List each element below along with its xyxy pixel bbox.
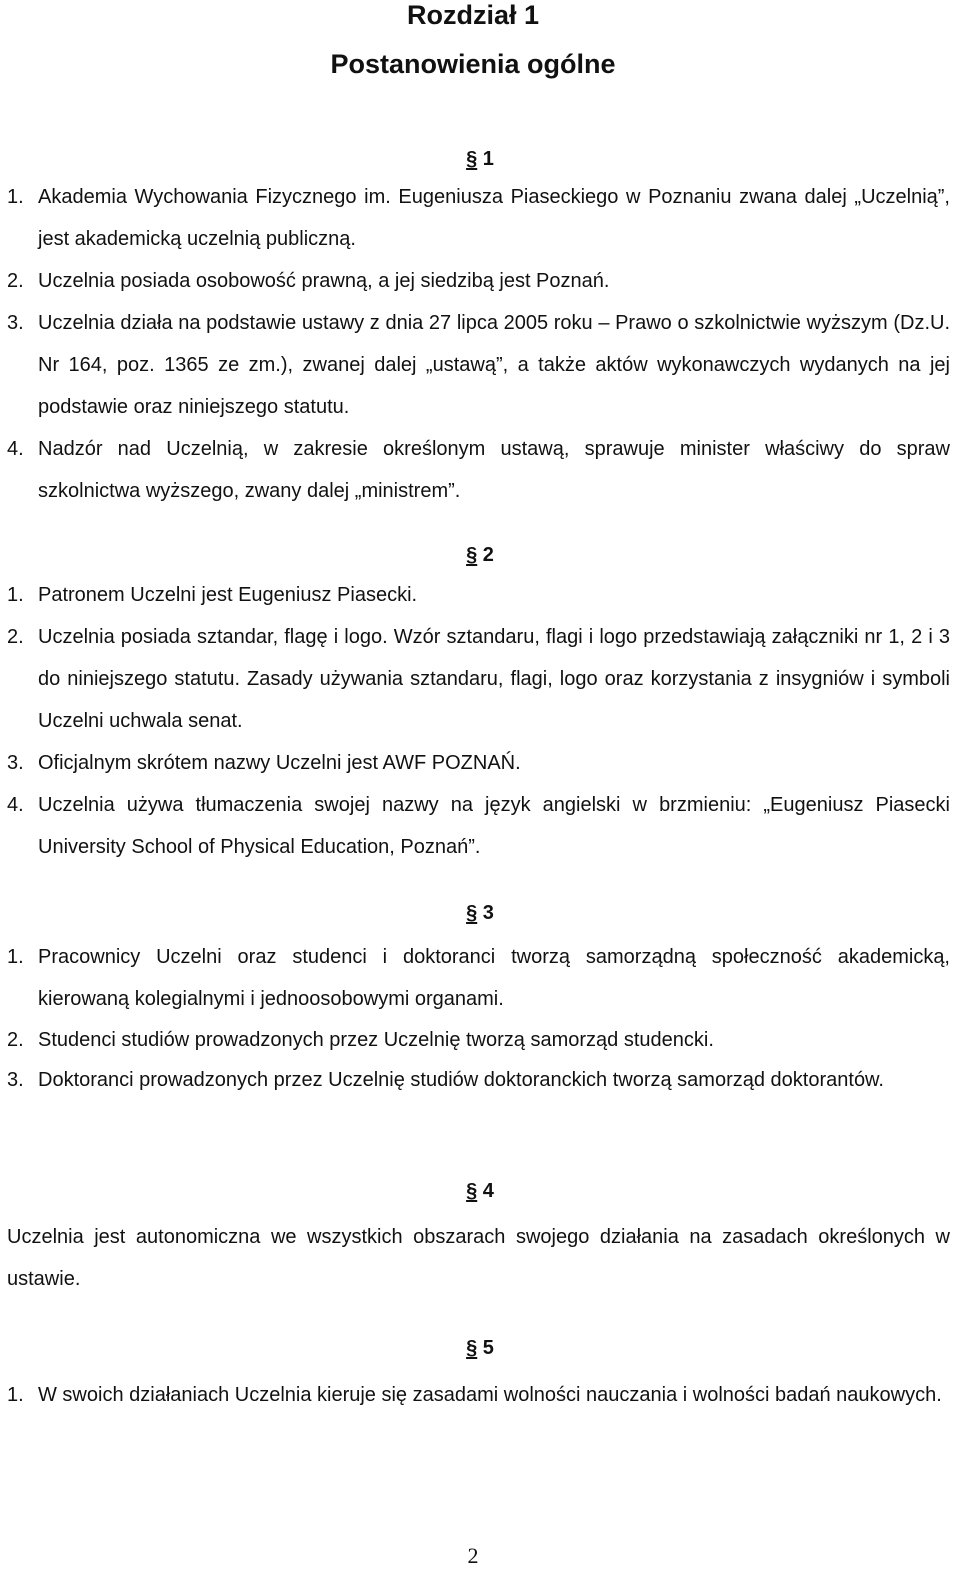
paragraph-symbol: §	[466, 1180, 478, 1202]
paragraph-symbol: §	[466, 148, 478, 170]
section-3-item-3	[7, 1059, 950, 1101]
item-number: 2.	[7, 270, 24, 292]
item-number: 2.	[7, 626, 24, 648]
item-number: 3.	[7, 752, 24, 774]
section-number: 5	[482, 1337, 494, 1359]
section-2-item-1	[7, 574, 950, 616]
section-heading-1	[0, 146, 960, 172]
item-text: Oficjalnym skrótem nazwy Uczelni jest AWF POZNAŃ.	[38, 752, 521, 774]
section-2-item-2	[7, 616, 950, 742]
section-number: 1	[482, 148, 494, 170]
page-number: 2	[467, 1543, 479, 1568]
paragraph-symbol: §	[466, 544, 478, 566]
section-3-item-1	[7, 936, 950, 1020]
section-1-item-4	[7, 428, 950, 512]
item-text: Uczelnia posiada osobowość prawną, a jej siedzibą jest Poznań.	[38, 270, 610, 292]
section-heading-5	[0, 1335, 960, 1361]
section-heading-4	[0, 1178, 960, 1204]
item-number: 1.	[7, 584, 24, 606]
item-number: 1.	[7, 186, 24, 208]
item-number: 1.	[7, 1384, 24, 1406]
paragraph-symbol: §	[466, 1337, 478, 1359]
item-text: W swoich działaniach Uczelnia kieruje się zasadami wolności nauczania i wolności badań naukowych.	[38, 1384, 942, 1406]
item-text: Patronem Uczelni jest Eugeniusz Piasecki.	[38, 584, 418, 606]
section-number: 4	[482, 1180, 494, 1202]
chapter-title: Rozdział 1	[406, 0, 540, 30]
item-text: Pracownicy Uczelni oraz studenci i doktoranci tworzą samorządną społeczność akademicką, kierowaną kolegialnymi i jednoosobowymi organami.	[38, 946, 950, 1010]
item-number: 3.	[7, 312, 24, 334]
item-text: Doktoranci prowadzonych przez Uczelnię studiów doktoranckich tworzą samorząd doktorantów.	[38, 1069, 884, 1091]
item-text: Studenci studiów prowadzonych przez Uczelnię tworzą samorząd studencki.	[38, 1029, 714, 1051]
section-4-text: Uczelnia jest autonomiczna we wszystkich obszarach swojego działania na zasadach określonych w ustawie.	[7, 1226, 950, 1290]
section-1-item-2	[7, 260, 950, 302]
item-number: 3.	[7, 1069, 24, 1091]
chapter-subtitle: Postanowienia ogólne	[330, 49, 616, 79]
item-text: Uczelnia używa tłumaczenia swojej nazwy na język angielski w brzmieniu: „Eugeniusz Piasecki University School of Physical Education, Poznań”.	[38, 794, 950, 858]
section-1-item-1	[7, 176, 950, 260]
item-number: 4.	[7, 794, 24, 816]
item-text: Uczelnia działa na podstawie ustawy z dnia 27 lipca 2005 roku – Prawo o szkolnictwie wyższym (Dz.U. Nr 164, poz. 1365 ze zm.), zwanej dalej „ustawą”, a także aktów wykonawczych wydanych na jej podstawie oraz niniejszego statutu.	[38, 312, 950, 418]
section-number: 3	[482, 902, 494, 924]
section-2-item-4	[7, 784, 950, 868]
paragraph-symbol: §	[466, 902, 478, 924]
item-number: 1.	[7, 946, 24, 968]
section-number: 2	[482, 544, 494, 566]
section-5-item-1	[7, 1374, 950, 1416]
item-text: Akademia Wychowania Fizycznego im. Eugeniusza Piaseckiego w Poznaniu zwana dalej „Uczelnią”, jest akademicką uczelnią publiczną.	[38, 186, 950, 250]
item-text: Uczelnia posiada sztandar, flagę i logo. Wzór sztandaru, flagi i logo przedstawiają załączniki nr 1, 2 i 3 do niniejszego statutu. Zasady używania sztandaru, flagi, logo oraz korzystania z insygniów i symboli Uczelni uchwala senat.	[38, 626, 950, 732]
item-text: Nadzór nad Uczelnią, w zakresie określonym ustawą, sprawuje minister właściwy do spraw szkolnictwa wyższego, zwany dalej „ministrem”.	[38, 438, 950, 502]
section-3-item-2	[7, 1019, 950, 1061]
section-1-item-3	[7, 302, 950, 428]
section-2-item-3	[7, 742, 950, 784]
item-number: 4.	[7, 438, 24, 460]
section-heading-3	[0, 900, 960, 926]
item-number: 2.	[7, 1029, 24, 1051]
section-heading-2	[0, 542, 960, 568]
